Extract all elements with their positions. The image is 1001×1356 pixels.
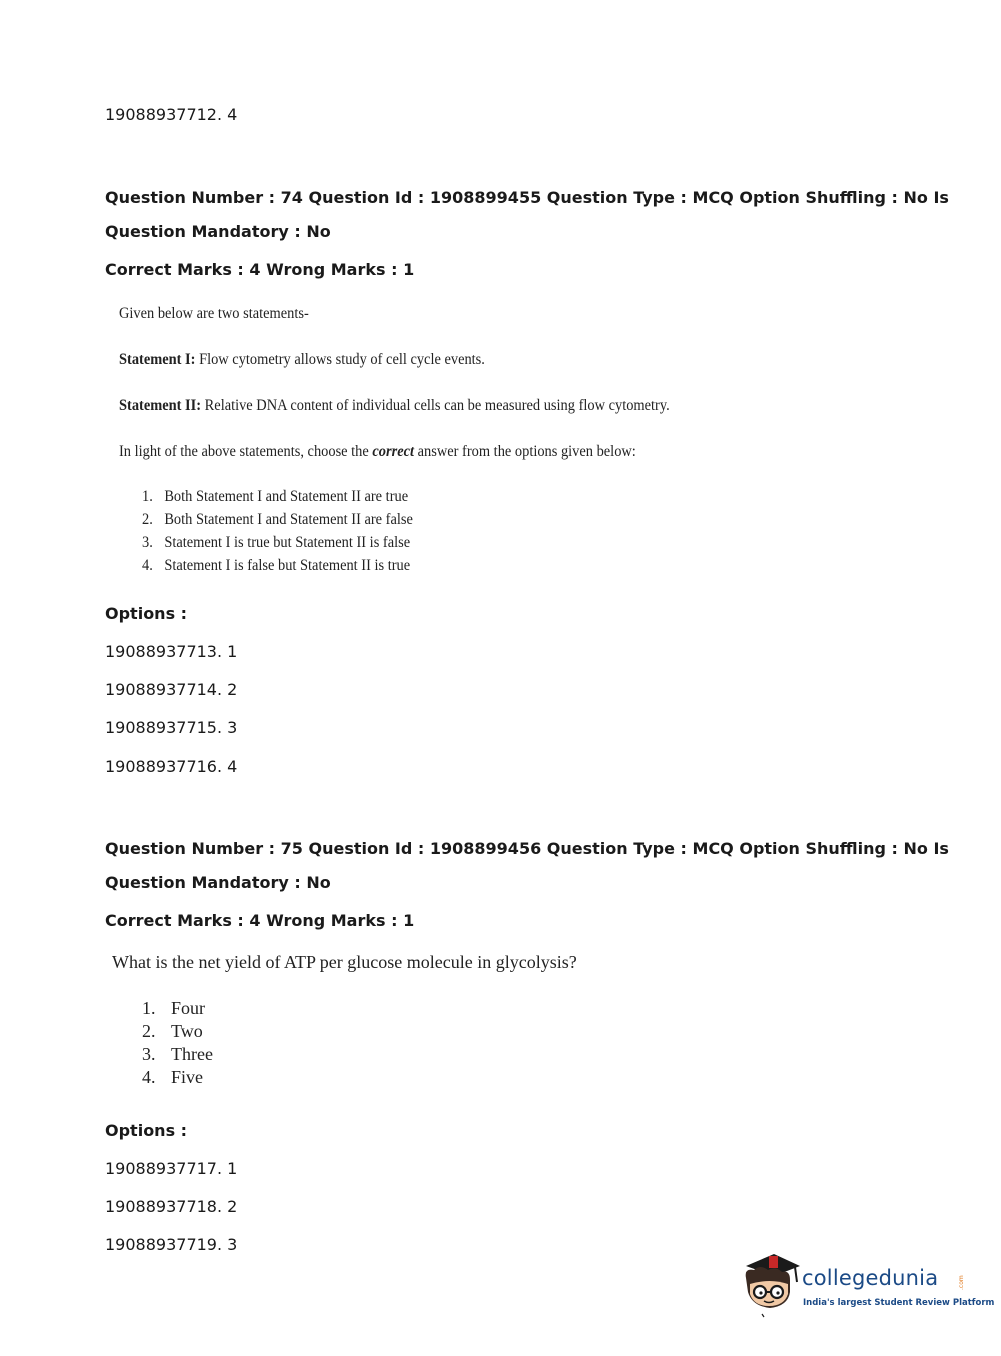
option-row: 19088937713. 1 [105, 642, 238, 661]
choice-item [142, 534, 410, 552]
question-instruction [119, 443, 636, 461]
choice-number: 2. [142, 1021, 156, 1041]
statement-1 [119, 351, 485, 369]
choice-number: 1. [142, 488, 153, 505]
question-header-line1: Question Number : 74 Question Id : 1908899455 Question Type : MCQ Option Shuffling : No Is [105, 188, 949, 207]
choice-item [142, 1044, 213, 1064]
choice-text: Four [171, 998, 206, 1018]
choice-text: Statement I is true but Statement II is false [164, 534, 411, 551]
choice-number: 3. [142, 1044, 156, 1064]
instruction-emphasis: correct [372, 443, 415, 460]
option-row: 19088937719. 3 [105, 1235, 238, 1254]
option-row: 19088937714. 2 [105, 680, 238, 699]
choice-text: Both Statement I and Statement II are false [164, 511, 413, 528]
choice-item [142, 511, 413, 529]
question-marks: Correct Marks : 4 Wrong Marks : 1 [105, 260, 415, 279]
instruction-pre: In light of the above statements, choose the [119, 443, 373, 460]
choice-number: 1. [142, 998, 156, 1018]
collegedunia-logo [740, 1248, 995, 1318]
statement-2-text: Relative DNA content of individual cells can be measured using flow cytometry. [201, 397, 670, 414]
option-row: 19088937715. 3 [105, 718, 238, 737]
choice-text: Statement I is false but Statement II is true [164, 557, 411, 574]
statement-1-label: Statement I: [119, 351, 196, 368]
option-row: 19088937718. 2 [105, 1197, 238, 1216]
choice-text: Five [171, 1067, 204, 1087]
choice-text: Three [171, 1044, 213, 1064]
statement-1-text: Flow cytometry allows study of cell cycle events. [195, 351, 485, 368]
choice-item [142, 1067, 203, 1087]
logo-tagline: India's largest Student Review Platform [803, 1298, 995, 1308]
options-label: Options : [105, 604, 188, 623]
question-header-line1: Question Number : 75 Question Id : 1908899456 Question Type : MCQ Option Shuffling : No Is [105, 839, 949, 858]
question-header-line2: Question Mandatory : No [105, 873, 331, 892]
choice-item [142, 488, 408, 506]
question-intro: Given below are two statements- [119, 305, 309, 322]
choice-item [142, 998, 205, 1018]
choice-item [142, 557, 410, 575]
question-marks: Correct Marks : 4 Wrong Marks : 1 [105, 911, 415, 930]
option-row: 19088937712. 4 [105, 105, 238, 124]
choice-number: 4. [142, 1067, 156, 1087]
logo-com: .com [958, 1275, 965, 1290]
choice-number: 3. [142, 534, 153, 551]
statement-2 [119, 397, 670, 415]
mascot-icon [740, 1248, 802, 1318]
statement-2-label: Statement II: [119, 397, 202, 414]
option-row: 19088937716. 4 [105, 757, 238, 776]
choice-text: Both Statement I and Statement II are true [164, 488, 409, 505]
option-row: 19088937717. 1 [105, 1159, 238, 1178]
options-label: Options : [105, 1121, 188, 1140]
choice-number: 2. [142, 511, 153, 528]
instruction-post: answer from the options given below: [414, 443, 636, 460]
choice-item [142, 1021, 203, 1041]
choice-number: 4. [142, 557, 153, 574]
question-text: What is the net yield of ATP per glucose molecule in glycolysis? [112, 952, 577, 972]
choice-text: Two [171, 1021, 203, 1041]
question-header-line2: Question Mandatory : No [105, 222, 331, 241]
logo-name: collegedunia [802, 1266, 939, 1290]
